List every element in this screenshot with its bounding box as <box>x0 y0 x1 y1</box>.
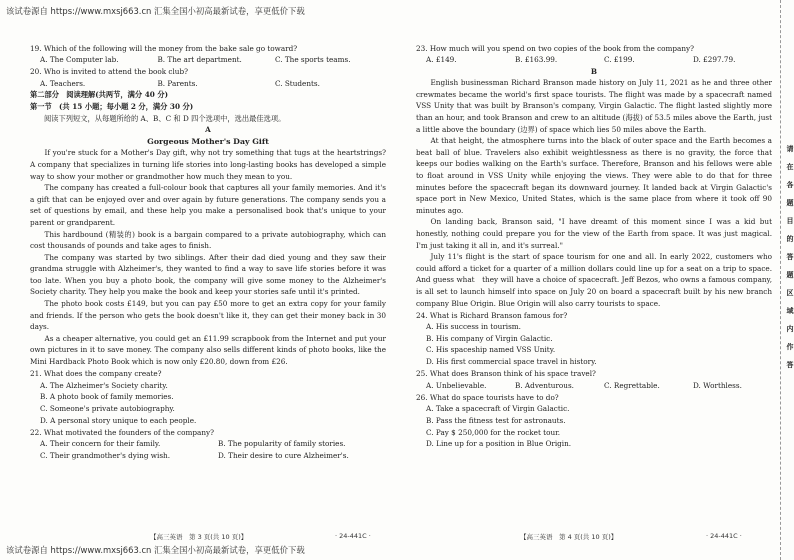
side-answer-notice <box>786 140 794 374</box>
question-20-options <box>30 78 386 90</box>
option: D. £297.79. <box>693 55 736 65</box>
option: A. Their concern for their family. <box>40 439 161 449</box>
side-char: 答 <box>786 361 794 369</box>
side-char: 题 <box>786 271 794 279</box>
option: D. His first commercial space travel in history. <box>426 357 597 367</box>
option: D. Worthless. <box>693 380 742 390</box>
side-char: 题 <box>786 199 794 207</box>
question-23: 23. How much will you spend on two copies of the book from the company? <box>416 43 694 53</box>
paragraph: This hardbound (精装的) book is a bargain compared to a private autobiography, which can cost thousands of pounds and take ages to finish. <box>30 229 386 251</box>
question-22-options-row2 <box>30 450 386 462</box>
option: A. Teachers. <box>40 78 86 88</box>
side-char: 域 <box>786 307 794 315</box>
option: B. Parents. <box>157 78 198 88</box>
side-char: 目 <box>786 217 794 225</box>
question-24: 24. What is Richard Branson famous for? <box>416 310 568 320</box>
side-char: 请 <box>786 145 794 153</box>
left-page <box>30 42 386 461</box>
option: C. Pay $ 250,000 for the rocket tour. <box>426 427 561 437</box>
question-22: 22. What motivated the founders of the company? <box>30 427 214 437</box>
question-22-options-row1 <box>30 438 386 450</box>
option: B. A photo book of family memories. <box>40 392 174 402</box>
option: C. Regrettable. <box>604 380 660 390</box>
question-26: 26. What do space tourists have to do? <box>416 392 559 402</box>
source-banner-top: 该试卷源自 https://www.mxsj663.cn 汇集全国小初高最新试卷，享更低价下载 <box>6 6 305 16</box>
footer-right-code: · 24-441C · <box>706 532 742 540</box>
subsection-heading: 第一节 (共 15 小题；每小题 2 分，满分 30 分) <box>30 101 194 111</box>
passage-title: Gorgeous Mother's Day Gift <box>147 136 269 146</box>
side-char: 在 <box>786 163 794 171</box>
option: B. His company of Virgin Galactic. <box>426 333 553 343</box>
paragraph: The company has created a full-colour book that captures all your family memories. And it's a gift that can be enjoyed over and over again by future generations. The company sends you a set of questions by email, and these help you make a personalised book that's unique to your parent or grandparent. <box>30 183 386 227</box>
instruction: 阅读下列短文，从每题所给的 A、B、C 和 D 四个选项中，选出最佳选项。 <box>44 113 286 123</box>
option: A. The Computer lab. <box>40 55 119 65</box>
footer-right-page: 【高三英语 第 4 页(共 10 页)】 <box>520 533 618 541</box>
side-char: 内 <box>786 325 794 333</box>
paragraph: If you're stuck for a Mother's Day gift, why not try something that tugs at the heartstrings? A company that specializes in turning life stories into long-lasting books has developed a simple way to show your mother or grandmother how much they mean to you. <box>30 148 386 181</box>
option: A. His success in tourism. <box>426 322 521 332</box>
option: C. The sports teams. <box>274 55 351 65</box>
paragraph: The company was started by two siblings. After their dad died young and they saw their grandma struggle with Alzheimer's, they wanted to find a way to save life stories before it was too late. When you buy a photo book, the company will give some money to the Alzheimer's Society charity. They help you make the book and keep your stories safe until it's printed. <box>30 252 386 297</box>
option: C. £199. <box>604 55 635 65</box>
option: D. Their desire to cure Alzheimer's. <box>218 450 349 460</box>
question-19-options <box>30 54 386 66</box>
question-19: 19. Which of the following will the money from the bake sale go toward? <box>30 43 298 53</box>
option: D. A personal story unique to each people. <box>40 415 197 425</box>
option: B. £163.99. <box>515 55 558 65</box>
option: A. Unbelievable. <box>426 380 487 390</box>
option: A. £149. <box>426 55 457 65</box>
question-25: 25. What does Branson think of his space travel? <box>416 369 596 379</box>
paragraph: English businessman Richard Branson made history on July 11, 2021 as he and three other crewmates became the world's first space tourists. The flight was made by a spacecraft named VSS Unity that was built by Branson's company, Virgin Galactic. The flight lasted slightly more than an hour, and took Branson and crew to an altitude (海拔) of 53.5 miles above the Earth, just a little above the boundary (边界) of space which lies 50 miles above the Earth. <box>416 78 772 134</box>
option: D. Line up for a position in Blue Origin. <box>426 439 572 449</box>
section-heading: 第二部分 阅读理解(共两节，满分 40 分) <box>30 90 168 100</box>
option: B. The art department. <box>157 55 242 65</box>
side-char: 作 <box>786 343 794 351</box>
paragraph: The photo book costs £149, but you can pay £50 more to get an extra copy for your family and friends. If the person who gets the book doesn't like it, they can get their money back in 30 days. <box>30 299 386 332</box>
paragraph: At that height, the atmosphere turns into the black of outer space and the Earth becomes a beat ball of blue. Travelers also exhibit weightlessness as there is no gravity, the force that keeps our bodies walking on the Earth's surface. Therefore, Branson and his fellows were able to float around in VSS Unity while enjoying the views. They were able to do that for three minutes before the spacecraft began its downward journey. It landed back at Virgin Galactic's space port in New Mexico, United States, which is the same place from where it took off 90 minutes ago. <box>416 136 772 215</box>
question-23-options <box>416 54 772 66</box>
option: A. Take a spacecraft of Virgin Galactic. <box>426 404 570 414</box>
option: B. The popularity of family stories. <box>218 439 346 449</box>
footer-left-code: · 24-441C · <box>335 532 371 540</box>
question-25-options <box>416 380 772 392</box>
option: B. Pass the fitness test for astronauts. <box>426 416 566 425</box>
option: A. The Alzheimer's Society charity. <box>40 380 168 390</box>
passage-letter: B <box>590 66 598 76</box>
question-20: 20. Who is invited to attend the book club? <box>30 67 188 77</box>
paragraph: As a cheaper alternative, you could get an £11.99 scrapbook from the Internet and put your own pictures in it to save money. The company also sells different kinds of photo books, like the Mini Hardback Photo Book which is now only £20.80, down from £26. <box>30 333 386 367</box>
side-char: 各 <box>786 181 794 189</box>
side-char: 答 <box>786 253 794 261</box>
fold-line <box>780 0 781 560</box>
option: C. Someone's private autobiography. <box>40 403 175 413</box>
option: C. Students. <box>274 78 320 88</box>
footer-left-page: 【高三英语 第 3 页(共 10 页)】 <box>150 533 248 541</box>
passage-letter: A <box>205 125 211 135</box>
paragraph: On landing back, Branson said, "I have dreamt of this moment since I was a kid but honestly, nothing could prepare you for the view of the Earth from space. It was just magical. I'm just taking it all in, and it's surreal." <box>416 217 772 250</box>
side-char: 区 <box>786 289 794 297</box>
right-page <box>416 42 772 450</box>
side-char: 的 <box>786 235 794 243</box>
question-21: 21. What does the company create? <box>30 369 162 379</box>
option: B. Adventurous. <box>515 380 574 390</box>
option: C. His spaceship named VSS Unity. <box>426 345 556 355</box>
paragraph: July 11's flight is the start of space tourism for one and all. In early 2022, customers who could afford a ticket for a quarter of a million dollars could line up for a seat on a trip to space. And guess what they will have a choice of spacecraft. Jeff Bezos, who owns a famous company, is all set to launch himself into space on July 20 on board a spacecraft built by his new branch company Blue Origin. Blue Origin will also carry tourists to space. <box>416 252 772 308</box>
option: C. Their grandmother's dying wish. <box>40 450 171 460</box>
source-banner-bottom: 该试卷源自 https://www.mxsj663.cn 汇集全国小初高最新试卷，享更低价下载 <box>6 545 305 555</box>
